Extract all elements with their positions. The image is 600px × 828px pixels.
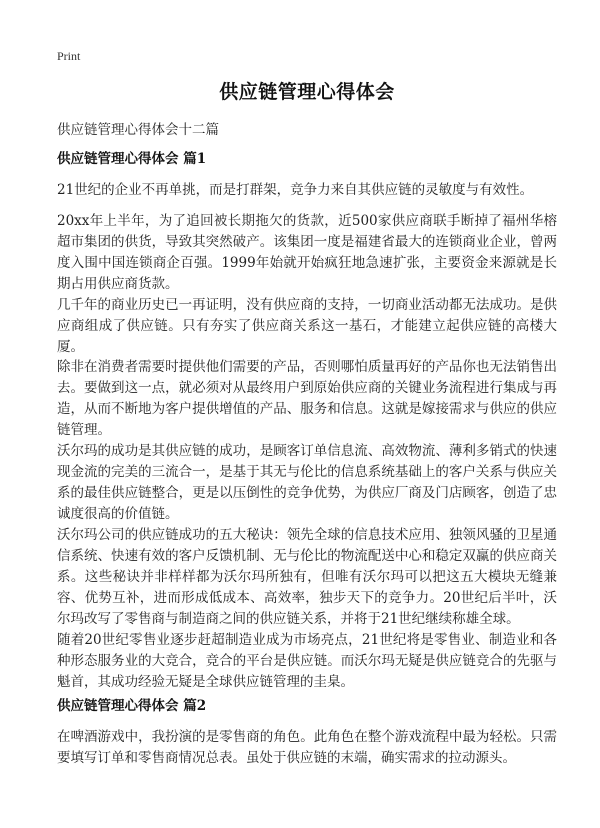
- paragraph: 20xx年上半年，为了追回被长期拖欠的货款，近500家供应商联手断掉了福州华榕超市集团的供货，导致其突然破产。该集团一度是福建省最大的连锁商业企业，曾两度入围中国连锁商企百强。1999年始就开始疯狂地急速扩张，主要资金来源就是长期占用供应商货款。: [57, 213, 557, 292]
- paragraph: 在啤酒游戏中，我扮演的是零售商的角色。此角色在整个游戏流程中最为轻松。只需要填写订单和零售商情况总表。虽处于供应链的末端，确实需求的拉动源头。: [57, 729, 557, 766]
- section-heading-2: 供应链管理心得体会 篇2: [57, 698, 207, 714]
- paragraph: 沃尔玛公司的供应链成功的五大秘诀：领先全球的信息技术应用、独领风骚的卫星通信系统、快速有效的客户反馈机制、无与伦比的物流配送中心和稳定双赢的供应商关系。这些秘诀并非样样都为沃尔玛所独有，但唯有沃尔玛可以把这五大模块无缝兼容、优势互补，进而形成低成本、高效率，独步天下的竞争力。20世纪后半叶，沃尔玛改写了零售商与制造商之间的供应链关系，并将于21世纪继续称雄全球。: [57, 527, 557, 627]
- print-link[interactable]: Print: [57, 49, 81, 63]
- document-title: 供应链管理心得体会: [219, 81, 395, 103]
- paragraph: 几千年的商业历史已一再证明，没有供应商的支持，一切商业活动都无法成功。是供应商组成了供应链。只有夯实了供应商关系这一基石，才能建立起供应链的高楼大厦。: [57, 297, 557, 355]
- paragraph: 随着20世纪零售业逐步赶超制造业成为市场亮点，21世纪将是零售业、制造业和各种形态服务业的大竞合，竞合的平台是供应链。而沃尔玛无疑是供应链竞合的先驱与魁首，其成功经验无疑是全球供应链管理的圭臬。: [57, 632, 557, 690]
- paragraph: 沃尔玛的成功是其供应链的成功，是顾客订单信息流、高效物流、薄利多销式的快速现金流的完美的三流合一，是基于其无与伦比的信息系统基础上的客户关系与供应关系的最佳供应链整合，更是以压倒性的竞争优势，为供应厂商及门店顾客，创造了忠诚度很高的价值链。: [57, 443, 557, 522]
- paragraph: 21世纪的企业不再单挑，而是打群架，竞争力来自其供应链的灵敏度与有效性。: [57, 182, 534, 198]
- document-subtitle: 供应链管理心得体会十二篇: [57, 122, 219, 138]
- section-heading-1: 供应链管理心得体会 篇1: [57, 151, 207, 167]
- paragraph: 除非在消费者需要时提供他们需要的产品，否则哪怕质量再好的产品你也无法销售出去。要做到这一点，就必须对从最终用户到原始供应商的关键业务流程进行集成与再造，从而不断地为客户提供增值的产品、服务和信息。这就是嫁接需求与供应的供应链管理。: [57, 359, 557, 438]
